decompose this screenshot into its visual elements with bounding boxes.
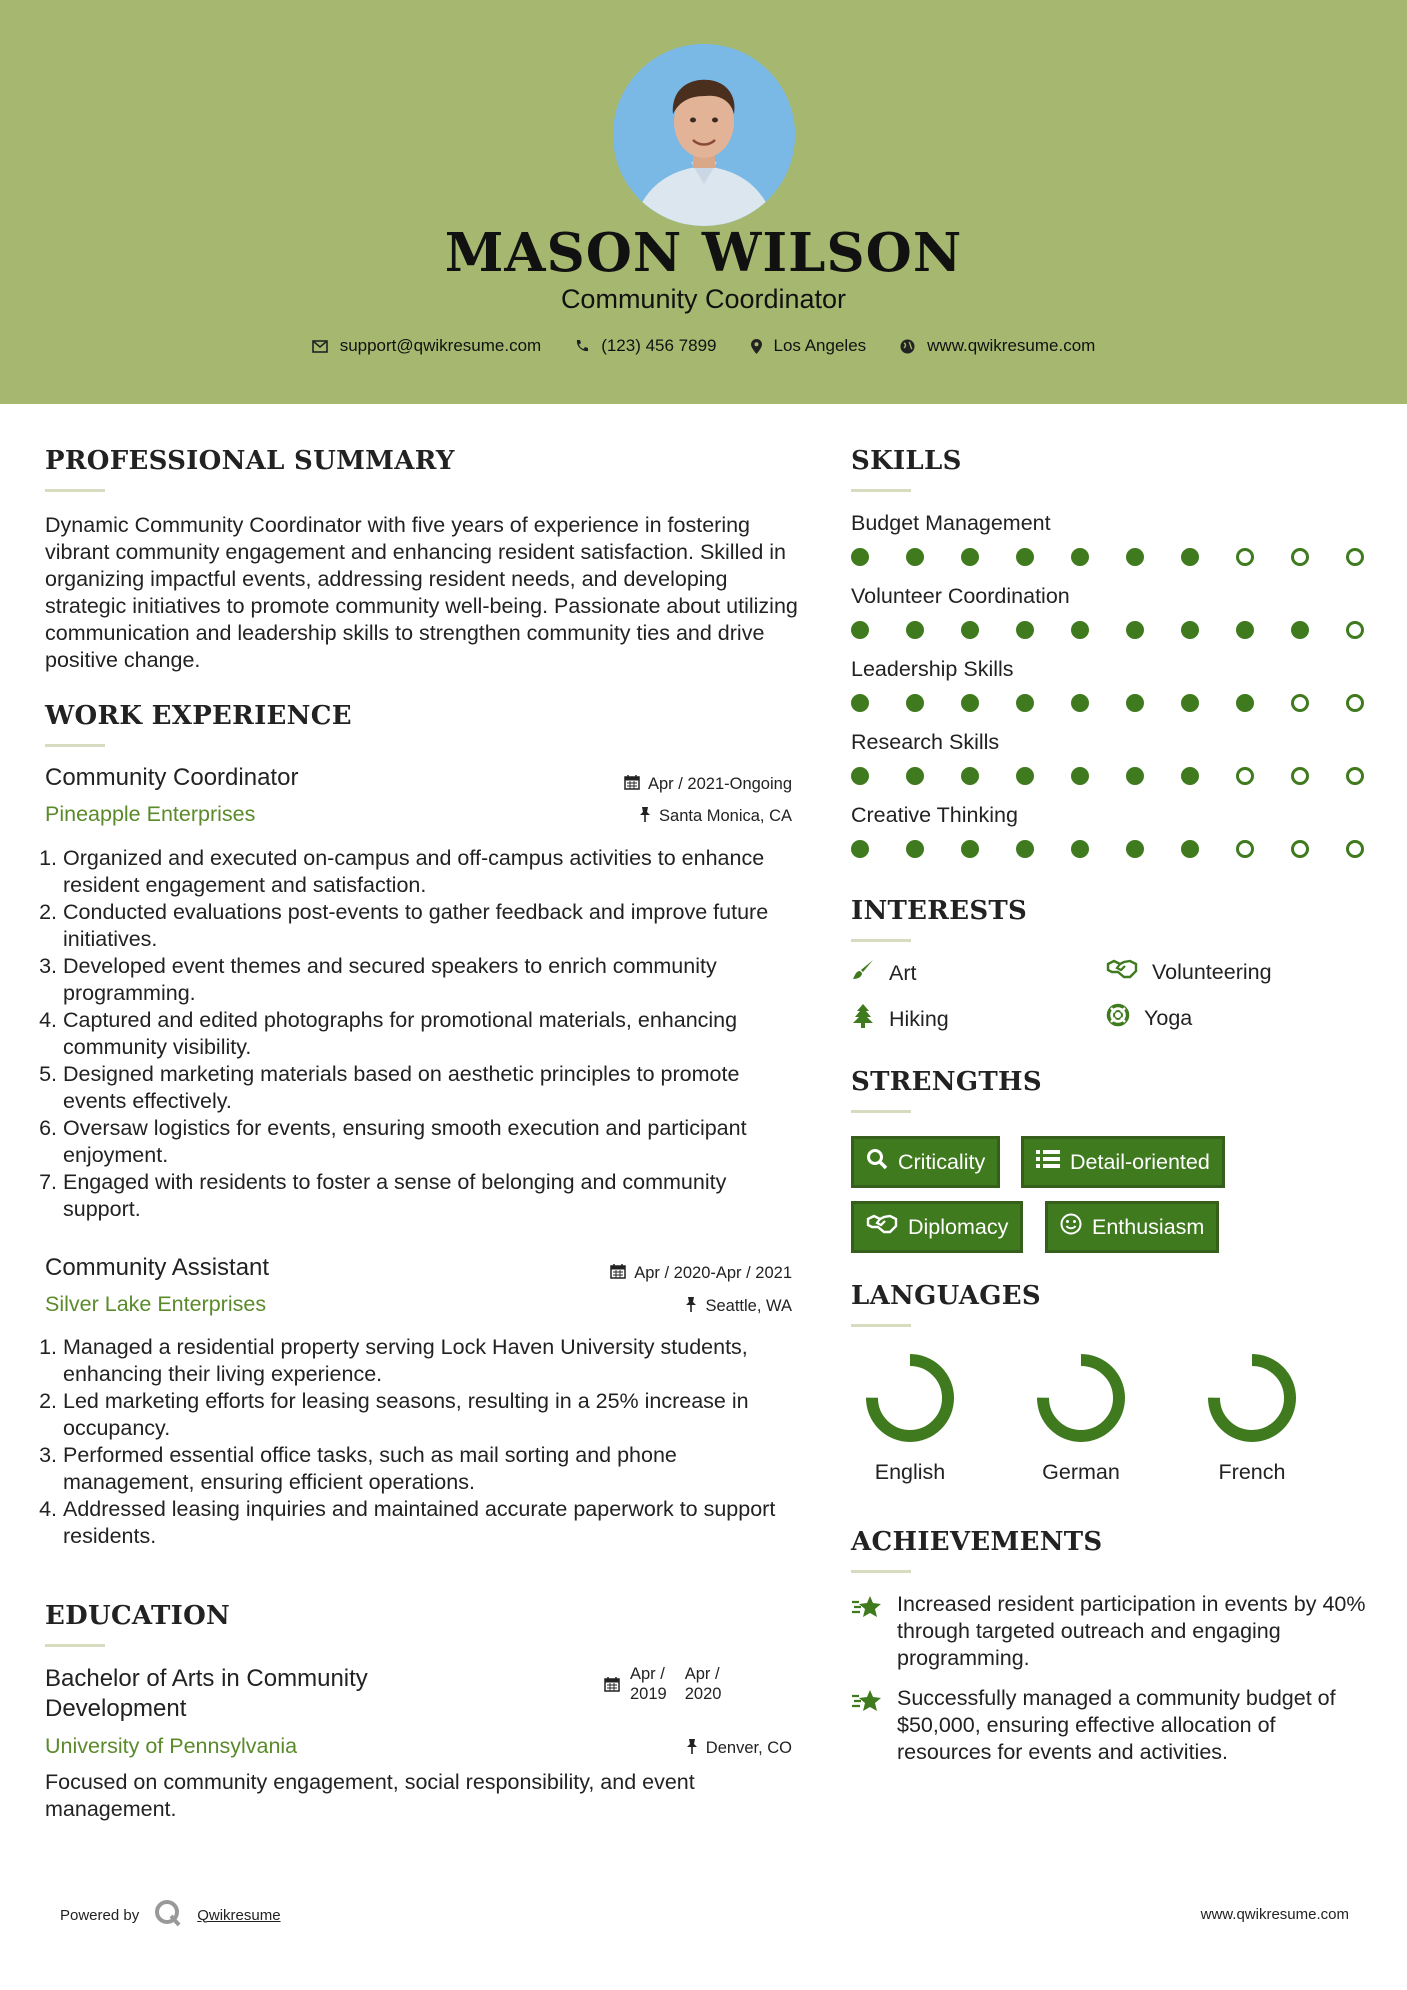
- rating-dot-filled: [1016, 840, 1034, 858]
- tree-icon: [851, 1003, 875, 1035]
- profile-photo: [613, 44, 795, 226]
- section-divider: [851, 489, 911, 492]
- language-item: [1028, 1350, 1134, 1485]
- languages-heading: LANGUAGES: [851, 1281, 1041, 1311]
- rating-dot-filled: [851, 694, 869, 712]
- section-divider: [851, 1324, 911, 1327]
- strength-label: Criticality: [898, 1149, 986, 1174]
- interest-label: Yoga: [1144, 1005, 1193, 1030]
- strength-chip: [1045, 1201, 1219, 1253]
- rating-dot-empty: [1291, 840, 1309, 858]
- rating-dot-filled: [851, 840, 869, 858]
- job-title: Community Coordinator: [45, 764, 299, 791]
- rating-dot-empty: [1291, 694, 1309, 712]
- rating-dot-filled: [1236, 694, 1254, 712]
- rating-dot-filled: [1181, 548, 1199, 566]
- language-item: [1199, 1350, 1305, 1485]
- candidate-role: Community Coordinator: [560, 284, 847, 314]
- degree-line: Development: [45, 1695, 187, 1722]
- start-month: Apr /: [630, 1665, 665, 1683]
- lifebuoy-icon: [1106, 1003, 1130, 1033]
- language-ring: [862, 1350, 958, 1446]
- rating-dot-filled: [1016, 694, 1034, 712]
- skill-rating: [851, 694, 1401, 712]
- strength-label: Diplomacy: [908, 1214, 1009, 1239]
- company-name: Pineapple Enterprises: [45, 802, 256, 826]
- rating-dot-filled: [851, 548, 869, 566]
- start-year: 2019: [630, 1685, 667, 1703]
- rating-dot-filled: [961, 767, 979, 785]
- skill-name: Budget Management: [851, 511, 1051, 535]
- rating-dot-filled: [851, 767, 869, 785]
- list-item: 5. Designed marketing materials based on aesthetic principles to promote events effectively.: [63, 1061, 805, 1115]
- rating-dot-empty: [1291, 548, 1309, 566]
- candidate-name: MASON WILSON: [444, 222, 963, 284]
- pushpin-icon: [686, 1738, 698, 1759]
- email-text: support@qwikresume.com: [339, 336, 542, 355]
- list-item: 2. Led marketing efforts for leasing seasons, resulting in a 25% increase in occupancy.: [63, 1388, 805, 1442]
- skill-rating: [851, 548, 1401, 566]
- section-divider: [45, 1644, 105, 1647]
- location-text: Denver, CO: [705, 1739, 792, 1757]
- footer-branding: [60, 1898, 281, 1932]
- qwikresume-logo-icon: [153, 1898, 183, 1932]
- skills-heading: SKILLS: [851, 446, 962, 476]
- calendar-icon: [624, 774, 640, 795]
- brand-link[interactable]: Qwikresume: [197, 1906, 281, 1924]
- rating-dot-filled: [1071, 840, 1089, 858]
- proficiency-arc: [872, 1360, 948, 1436]
- skill-rating: [851, 621, 1401, 639]
- language-ring: [1204, 1350, 1300, 1446]
- rating-dot-empty: [1346, 548, 1364, 566]
- list-item: 6. Oversaw logistics for events, ensuring smooth execution and participant enjoyment.: [63, 1115, 805, 1169]
- contact-location: [751, 336, 867, 356]
- interest-label: Hiking: [889, 1006, 949, 1031]
- skill-name: Creative Thinking: [851, 803, 1018, 827]
- language-name: English: [874, 1460, 946, 1484]
- phone-text: (123) 456 7899: [601, 336, 717, 355]
- rating-dot-empty: [1346, 840, 1364, 858]
- rating-dot-filled: [1071, 548, 1089, 566]
- rating-dot-empty: [1291, 767, 1309, 785]
- section-divider: [851, 939, 911, 942]
- rating-dot-filled: [1016, 621, 1034, 639]
- smile-icon: [1060, 1213, 1082, 1241]
- rating-dot-filled: [961, 840, 979, 858]
- education-location: [500, 1738, 792, 1759]
- rating-dot-filled: [1126, 767, 1144, 785]
- calendar-icon: [610, 1263, 626, 1284]
- list-item: 4. Addressed leasing inquiries and maintained accurate paperwork to support residents.: [63, 1496, 805, 1550]
- rating-dot-filled: [906, 840, 924, 858]
- list-item: 1. Organized and executed on-campus and off-campus activities to enhance resident engagement and satisfaction.: [63, 845, 805, 899]
- skill-rating: [851, 840, 1401, 858]
- interest-item: [1106, 958, 1272, 986]
- strength-label: Detail-oriented: [1070, 1149, 1210, 1174]
- summary-heading: PROFESSIONAL SUMMARY: [45, 446, 455, 476]
- rating-dot-filled: [1016, 548, 1034, 566]
- interest-label: Art: [889, 960, 917, 985]
- proficiency-arc: [1043, 1360, 1119, 1436]
- rating-dot-empty: [1346, 767, 1364, 785]
- rating-dot-filled: [1126, 694, 1144, 712]
- rating-dot-filled: [1126, 840, 1144, 858]
- job-title: Community Assistant: [45, 1254, 270, 1281]
- rating-dot-filled: [961, 621, 979, 639]
- skill-name: Research Skills: [851, 730, 1000, 754]
- language-item: [857, 1350, 963, 1485]
- strengths-heading: STRENGTHS: [851, 1067, 1042, 1097]
- rating-dot-filled: [961, 548, 979, 566]
- website-text: www.qwikresume.com: [927, 336, 1096, 355]
- end-month: Apr /: [684, 1665, 720, 1683]
- dates-text: Apr / 2021-Ongoing: [647, 775, 792, 793]
- list-item: 7. Engaged with residents to foster a sense of belonging and community support.: [63, 1169, 805, 1223]
- paintbrush-icon: [851, 958, 875, 988]
- rating-dot-empty: [1346, 694, 1364, 712]
- list-item: 3. Developed event themes and secured speakers to enrich community programming.: [63, 953, 805, 1007]
- interest-item: [851, 1003, 949, 1035]
- achievement-item: [851, 1685, 1371, 1766]
- interest-item: [851, 958, 916, 988]
- location-text: Los Angeles: [773, 336, 867, 355]
- rating-dot-filled: [1016, 767, 1034, 785]
- language-name: German: [1042, 1460, 1120, 1484]
- section-divider: [851, 1570, 911, 1573]
- achievement-item: [851, 1591, 1371, 1672]
- rating-dot-filled: [1071, 767, 1089, 785]
- envelope-icon: [312, 340, 328, 353]
- rating-dot-filled: [1181, 767, 1199, 785]
- skill-name: Leadership Skills: [851, 657, 1014, 681]
- phone-icon: [575, 339, 589, 353]
- list-item: 4. Captured and edited photographs for promotional materials, enhancing community visibility.: [63, 1007, 805, 1061]
- rating-dot-filled: [1126, 621, 1144, 639]
- school-name: University of Pennsylvania: [45, 1734, 298, 1758]
- end-date: [685, 1664, 722, 1704]
- job-dates: [500, 1263, 792, 1284]
- rating-dot-filled: [906, 621, 924, 639]
- skill-name: Volunteer Coordination: [851, 584, 1070, 608]
- rating-dot-empty: [1236, 840, 1254, 858]
- dates-text: Apr / 2020-Apr / 2021: [634, 1264, 792, 1282]
- contact-website[interactable]: [900, 336, 1095, 356]
- handshake-icon: [866, 1213, 898, 1241]
- proficiency-arc: [1214, 1360, 1290, 1436]
- rating-dot-filled: [1126, 548, 1144, 566]
- strength-chip: [851, 1136, 1000, 1188]
- rating-dot-filled: [906, 767, 924, 785]
- star-icon: [851, 1685, 883, 1766]
- section-divider: [45, 744, 105, 747]
- location-text: Santa Monica, CA: [659, 807, 792, 825]
- section-divider: [45, 489, 105, 492]
- education-heading: EDUCATION: [45, 1601, 231, 1631]
- map-pin-icon: [751, 339, 762, 354]
- calendar-icon: [604, 1664, 620, 1704]
- achievement-text: Increased resident participation in events by 40% through targeted outreach and engaging programming.: [897, 1592, 1366, 1670]
- rating-dot-empty: [1236, 548, 1254, 566]
- job-location: [500, 806, 792, 827]
- resume-header: [0, 0, 1407, 404]
- summary-text: Dynamic Community Coordinator with five years of experience in fostering vibrant community engagement and enhancing resident satisfaction. Skilled in organizing impactful events, addressing resident needs, and developing strategic initiatives to promote community well-being. Passionate about utilizing communication and leadership skills to strengthen community ties and drive positive change.: [45, 513, 798, 672]
- strength-label: Enthusiasm: [1092, 1214, 1205, 1239]
- rating-dot-empty: [1346, 621, 1364, 639]
- end-year: 2020: [684, 1685, 722, 1703]
- rating-dot-filled: [906, 548, 924, 566]
- rating-dot-filled: [1181, 840, 1199, 858]
- list-item: 3. Performed essential office tasks, such as mail sorting and phone management, ensuring efficient operations.: [63, 1442, 805, 1496]
- job-bullets: [45, 845, 805, 1223]
- footer-url[interactable]: www.qwikresume.com: [1200, 1906, 1349, 1923]
- interest-label: Volunteering: [1152, 959, 1272, 984]
- search-icon: [866, 1148, 888, 1176]
- rating-dot-filled: [906, 694, 924, 712]
- handshake-icon: [1106, 958, 1138, 986]
- start-date: [630, 1664, 667, 1704]
- contact-email[interactable]: [312, 336, 542, 356]
- list-item: 1. Managed a residential property serving Lock Haven University students, enhancing their living experience.: [63, 1334, 805, 1388]
- achievement-text: Successfully managed a community budget of $50,000, ensuring effective allocation of resources for events and activities.: [897, 1686, 1336, 1764]
- rating-dot-filled: [1071, 694, 1089, 712]
- section-divider: [851, 1110, 911, 1113]
- rating-dot-filled: [1181, 694, 1199, 712]
- star-icon: [851, 1591, 883, 1672]
- rating-dot-filled: [1236, 621, 1254, 639]
- language-name: French: [1218, 1460, 1286, 1484]
- job-location: [500, 1296, 792, 1317]
- interest-item: [1106, 1003, 1192, 1033]
- location-text: Seattle, WA: [705, 1297, 792, 1315]
- language-ring: [1033, 1350, 1129, 1446]
- rating-dot-empty: [1236, 767, 1254, 785]
- rating-dot-filled: [1071, 621, 1089, 639]
- achievements-heading: ACHIEVEMENTS: [851, 1527, 1103, 1557]
- contact-bar: [0, 336, 1407, 356]
- list-item: 2. Conducted evaluations post-events to gather feedback and improve future initiatives.: [63, 899, 805, 953]
- degree-title: [45, 1664, 368, 1724]
- education-description: Focused on community engagement, social responsibility, and event management.: [45, 1770, 695, 1821]
- contact-phone[interactable]: [575, 336, 716, 356]
- strength-chip: [851, 1201, 1023, 1253]
- pushpin-icon: [639, 806, 651, 827]
- skill-rating: [851, 767, 1401, 785]
- education-dates: [604, 1664, 721, 1704]
- job-bullets: [45, 1334, 805, 1550]
- interests-heading: INTERESTS: [851, 896, 1028, 926]
- rating-dot-filled: [1181, 621, 1199, 639]
- job-dates: [500, 774, 792, 795]
- degree-line: Bachelor of Arts in Community: [45, 1665, 368, 1692]
- company-name: Silver Lake Enterprises: [45, 1292, 267, 1316]
- experience-heading: WORK EXPERIENCE: [45, 701, 352, 731]
- globe-icon: [900, 339, 915, 354]
- pushpin-icon: [685, 1296, 697, 1317]
- rating-dot-filled: [961, 694, 979, 712]
- rating-dot-filled: [851, 621, 869, 639]
- rating-dot-filled: [1291, 621, 1309, 639]
- powered-by-text: Powered by: [60, 1906, 140, 1924]
- list-icon: [1036, 1149, 1060, 1175]
- strength-chip: [1021, 1136, 1225, 1188]
